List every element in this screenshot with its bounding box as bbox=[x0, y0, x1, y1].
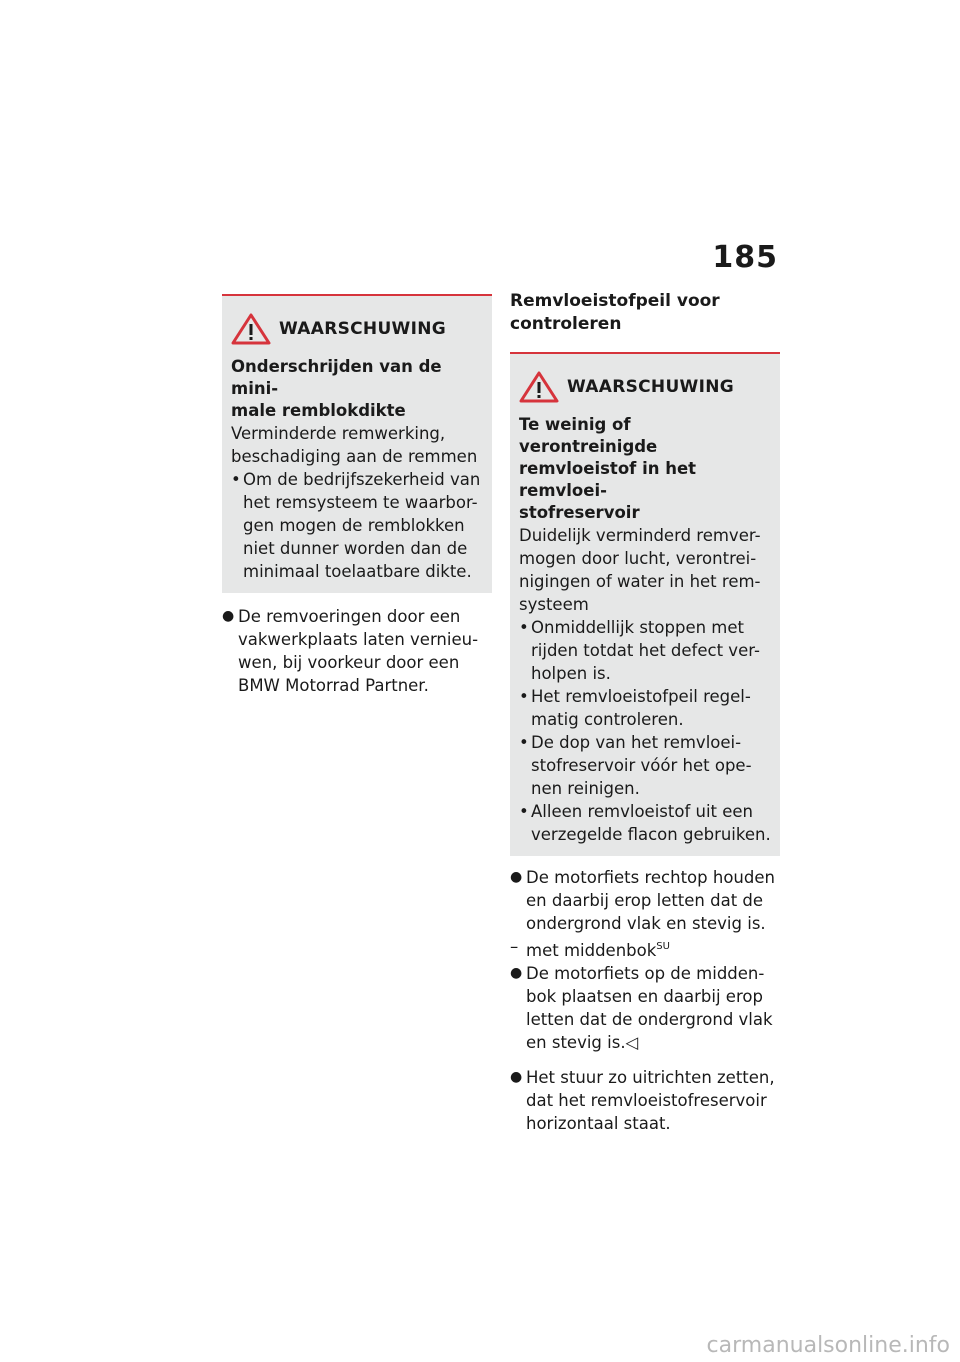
bullet-line: minimaal toelaatbare dikte. bbox=[243, 562, 472, 581]
warning-bullet: • Onmiddellijk stoppen met rijden totdat het defect ver- holpen is. bbox=[519, 616, 772, 685]
action-line: dat het remvloeistofreservoir bbox=[526, 1091, 767, 1110]
action-line: ondergrond vlak en stevig is. bbox=[526, 914, 766, 933]
warning-bullet: • Alleen remvloeistof uit een verzegelde flacon gebruiken. bbox=[519, 802, 771, 844]
bullet-line: Alleen remvloeistof uit een bbox=[531, 802, 754, 821]
section-title-line: Remvloeistofpeil voor bbox=[510, 291, 720, 311]
bullet-line: stofreservoir vóór het ope- bbox=[531, 756, 752, 775]
action-line: wen, bij voorkeur door een bbox=[238, 653, 460, 672]
warning-heading-line: male remblokdikte bbox=[231, 401, 406, 420]
bullet-line: Het remvloeistofpeil regel- bbox=[531, 687, 751, 706]
condition-line: – met middenbok$^{SU}$ bbox=[510, 937, 670, 960]
bullet-line: De dop van het remvloei- bbox=[531, 733, 742, 752]
warning-consequence-line: beschadiging aan de remmen bbox=[231, 447, 478, 466]
action-line: De remvoeringen door een bbox=[238, 607, 461, 626]
action-line: De motorfiets op de midden- bbox=[526, 964, 765, 983]
action-line: en stevig is.◁ bbox=[526, 1033, 639, 1052]
condition-sup: SU bbox=[656, 941, 670, 952]
action-item: ● De motorfiets op de midden- bok plaatsen en daarbij erop letten dat de ondergrond vlak en stevig is.◁ bbox=[510, 962, 780, 1054]
action-item: ● De motorfiets rechtop houden en daarbij erop letten dat de ondergrond vlak en stevig is. bbox=[510, 866, 780, 935]
bullet-line: verzegelde flacon gebruiken. bbox=[531, 825, 771, 844]
action-item: ● Het stuur zo uitrichten zetten, dat het remvloeistofreservoir horizontaal staat. bbox=[510, 1066, 780, 1135]
action-line: vakwerkplaats laten vernieu- bbox=[238, 630, 479, 649]
right-column bbox=[510, 290, 780, 1135]
section-title bbox=[510, 290, 780, 336]
action-line: en daarbij erop letten dat de bbox=[526, 891, 764, 910]
warning-bullet: • Om de bedrijfszekerheid van het remsysteem te waarbor- gen mogen de remblokken niet dunner worden dan de minimaal toelaatbare dikte. bbox=[231, 468, 484, 583]
left-column bbox=[222, 294, 492, 697]
warning-heading-line: stofreservoir bbox=[519, 503, 640, 522]
action-line: De motorfiets rechtop houden bbox=[526, 868, 775, 887]
page-number: 185 bbox=[712, 240, 778, 275]
warning-header bbox=[231, 312, 484, 346]
warning-box-brake-pads bbox=[222, 294, 492, 593]
bullet-line: niet dunner worden dan de bbox=[243, 539, 468, 558]
warning-box-brake-fluid bbox=[510, 352, 780, 856]
warning-title: WAARSCHUWING bbox=[567, 377, 735, 397]
bullet-line: holpen is. bbox=[531, 664, 611, 683]
warning-header bbox=[519, 370, 772, 404]
bullet-line: gen mogen de remblokken bbox=[243, 516, 465, 535]
warning-bullet: • De dop van het remvloei- stofreservoir vóór het ope- nen reinigen. bbox=[519, 731, 772, 800]
warning-triangle-icon bbox=[519, 371, 559, 403]
warning-consequence-line: systeem bbox=[519, 595, 589, 614]
warning-consequence-line: nigingen of water in het rem- bbox=[519, 572, 761, 591]
bullet-line: nen reinigen. bbox=[531, 779, 640, 798]
watermark: carmanualsonline.info bbox=[706, 1333, 950, 1358]
action-line: Het stuur zo uitrichten zetten, bbox=[526, 1068, 775, 1087]
warning-heading-line: remvloeistof in het remvloei- bbox=[519, 459, 697, 500]
action-line: horizontaal staat. bbox=[526, 1114, 671, 1133]
action-line: BMW Motorrad Partner. bbox=[238, 676, 429, 695]
warning-heading-line: Onderschrijden van de mini- bbox=[231, 357, 442, 398]
action-line: letten dat de ondergrond vlak bbox=[526, 1010, 773, 1029]
condition-text: met middenbok bbox=[526, 941, 657, 960]
warning-consequence-line: Duidelijk verminderd remver- bbox=[519, 526, 761, 545]
warning-bullet: • Het remvloeistofpeil regel- matig controleren. bbox=[519, 685, 772, 731]
bullet-line: matig controleren. bbox=[531, 710, 684, 729]
warning-consequence-line: mogen door lucht, verontrei- bbox=[519, 549, 757, 568]
action-item: ● De remvoeringen door een vakwerkplaats laten vernieu- wen, bij voorkeur door een BMW Motorrad Partner. bbox=[222, 605, 492, 697]
bullet-line: Onmiddellijk stoppen met bbox=[531, 618, 744, 637]
warning-consequence-line: Verminderde remwerking, bbox=[231, 424, 446, 443]
bullet-line: het remsysteem te waarbor- bbox=[243, 493, 478, 512]
warning-triangle-icon bbox=[231, 313, 271, 345]
bullet-line: rijden totdat het defect ver- bbox=[531, 641, 760, 660]
action-line: bok plaatsen en daarbij erop bbox=[526, 987, 763, 1006]
warning-title: WAARSCHUWING bbox=[279, 319, 447, 339]
section-title-line: controleren bbox=[510, 314, 622, 334]
bullet-line: Om de bedrijfszekerheid van bbox=[243, 470, 481, 489]
warning-heading-line: Te weinig of verontreinigde bbox=[519, 415, 658, 456]
